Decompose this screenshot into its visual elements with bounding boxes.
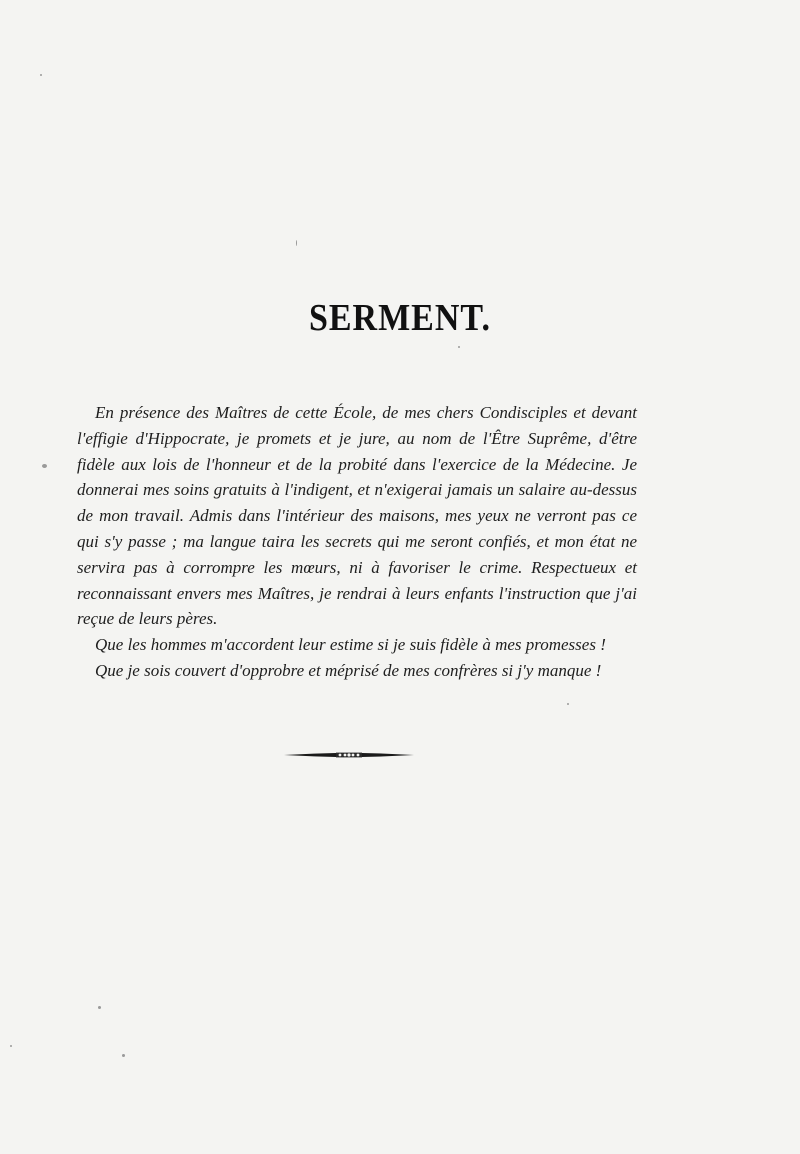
- oath-closing-line-1: Que les hommes m'accordent leur estime si je suis fidèle à mes promesses !: [95, 635, 606, 655]
- paper-speck: [296, 240, 297, 246]
- oath-closing-line-2: Que je sois couvert d'opprobre et méprisé de mes confrères si j'y manque !: [95, 660, 602, 680]
- paper-speck: [567, 703, 569, 705]
- paper-speck: [98, 1006, 101, 1009]
- paper-speck: [42, 464, 47, 468]
- page-title: SERMENT.: [308, 297, 492, 340]
- paper-speck: [122, 1054, 125, 1057]
- oath-paragraph: En présence des Maîtres de cette École, de mes chers Condisciples et devant l'effigie d'Hippocrate, je promets et je jure, au nom de l'Être Suprême, d'être fidèle aux lois de l'honneur et de la probité dans l'exercice de la Médecine. Je donnerai mes soins gratuits à l'indigent, et n'exigerai jamais un salaire au-dessus de mon travail. Admis dans l'intérieur des maisons, mes yeux ne verront pas ce qui s'y passe ; ma langue taira les secrets qui me seront confiés, et mon état ne servira pas à corrompre les mœurs, ni à favoriser le crime. Respectueux et reconnaissant envers mes Maîtres, je rendrai à leurs enfants l'instruction que j'ai reçue de leurs pères.: [77, 403, 637, 629]
- oath-text: [77, 400, 637, 684]
- decorative-rule-icon: [284, 750, 414, 760]
- paper-speck: [10, 1045, 12, 1047]
- paper-speck: [458, 346, 460, 348]
- paper-speck: [40, 74, 42, 76]
